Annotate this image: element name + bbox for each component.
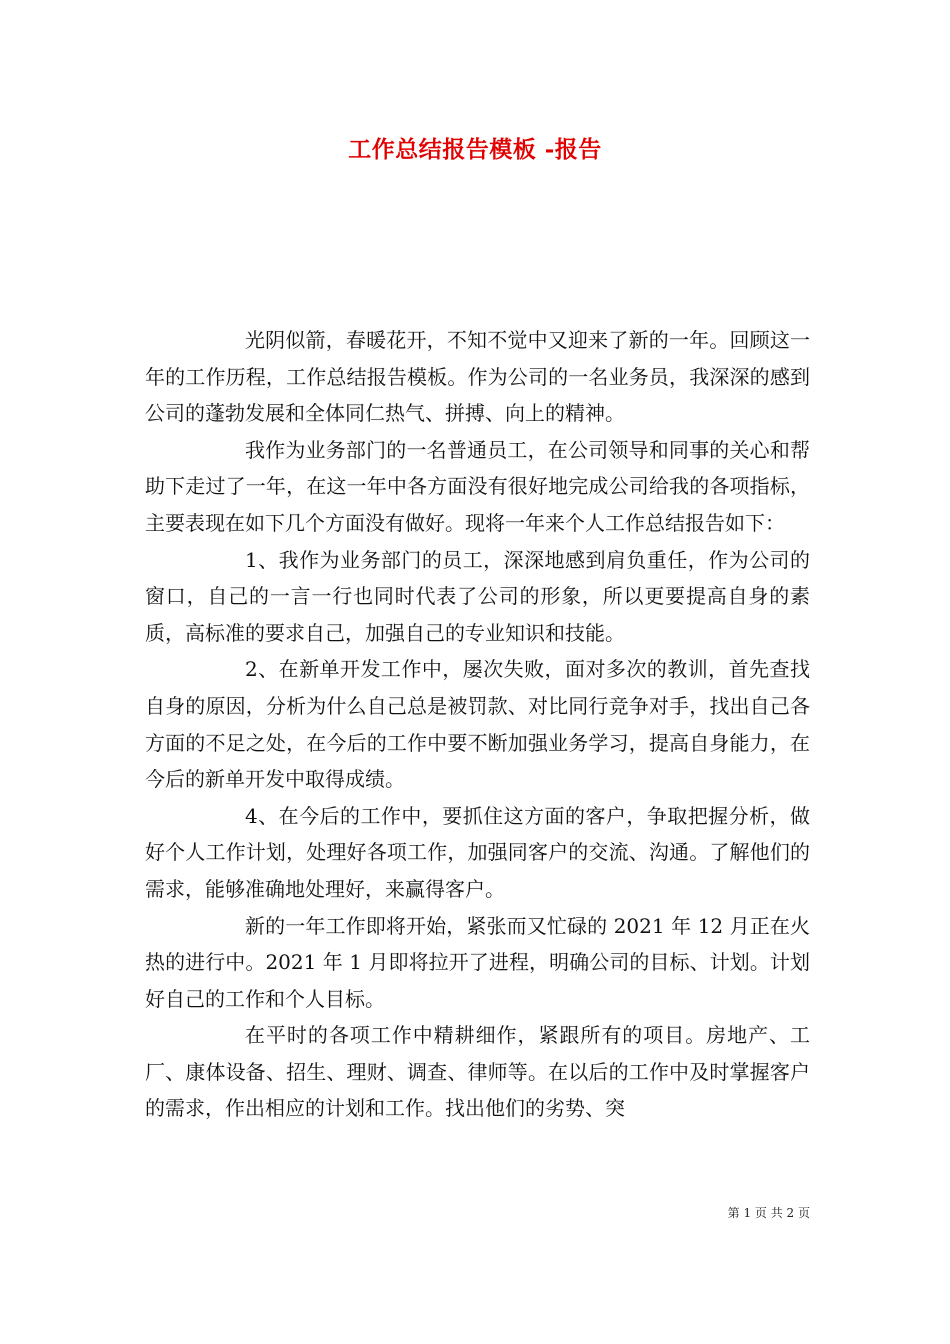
paragraph-7: 在平时的各项工作中精耕细作，紧跟所有的项目。房地产、工厂、康体设备、招生、理财、调查、律师等。在以后的工作中及时掌握客户的需求，作出相应的计划和工作。找出他们的劣势、突 — [145, 1023, 810, 1121]
document-title: 工作总结报告模板 -报告 — [348, 136, 602, 163]
paragraph-2: 我作为业务部门的一名普通员工，在公司领导和同事的关心和帮助下走过了一年，在这一年中各方面没有很好地完成公司给我的各项指标，主要表现在如下几个方面没有做好。现将一年来个人工作总结报告如下： — [145, 437, 810, 535]
paragraph-1: 光阴似箭，春暖花开，不知不觉中又迎来了新的一年。回顾这一年的工作历程，工作总结报告模板。作为公司的一名业务员，我深深的感到公司的蓬勃发展和全体同仁热气、拼搏、向上的精神。 — [145, 328, 810, 426]
paragraph-3: 1、我作为业务部门的员工，深深地感到肩负重任，作为公司的窗口，自己的一言一行也同时代表了公司的形象，所以更要提高自身的素质，高标准的要求自己，加强自己的专业知识和技能。 — [145, 547, 810, 645]
paragraph-5: 4、在今后的工作中，要抓住这方面的客户，争取把握分析，做好个人工作计划，处理好各项工作，加强同客户的交流、沟通。了解他们的需求，能够准确地处理好，来赢得客户。 — [145, 803, 810, 901]
page-number: 第 1 页 共 2 页 — [727, 1206, 810, 1220]
document-body — [145, 322, 810, 1127]
paragraph-6: 新的一年工作即将开始，紧张而又忙碌的 2021 年 12 月正在火热的进行中。2021 年 1 月即将拉开了进程，明确公司的目标、计划。计划好自己的工作和个人目标。 — [145, 913, 810, 1011]
paragraph-4: 2、在新单开发工作中，屡次失败，面对多次的教训，首先查找自身的原因，分析为什么自己总是被罚款、对比同行竞争对手，找出自己各方面的不足之处，在今后的工作中要不断加强业务学习，提高自身能力，在今后的新单开发中取得成绩。 — [145, 657, 810, 792]
